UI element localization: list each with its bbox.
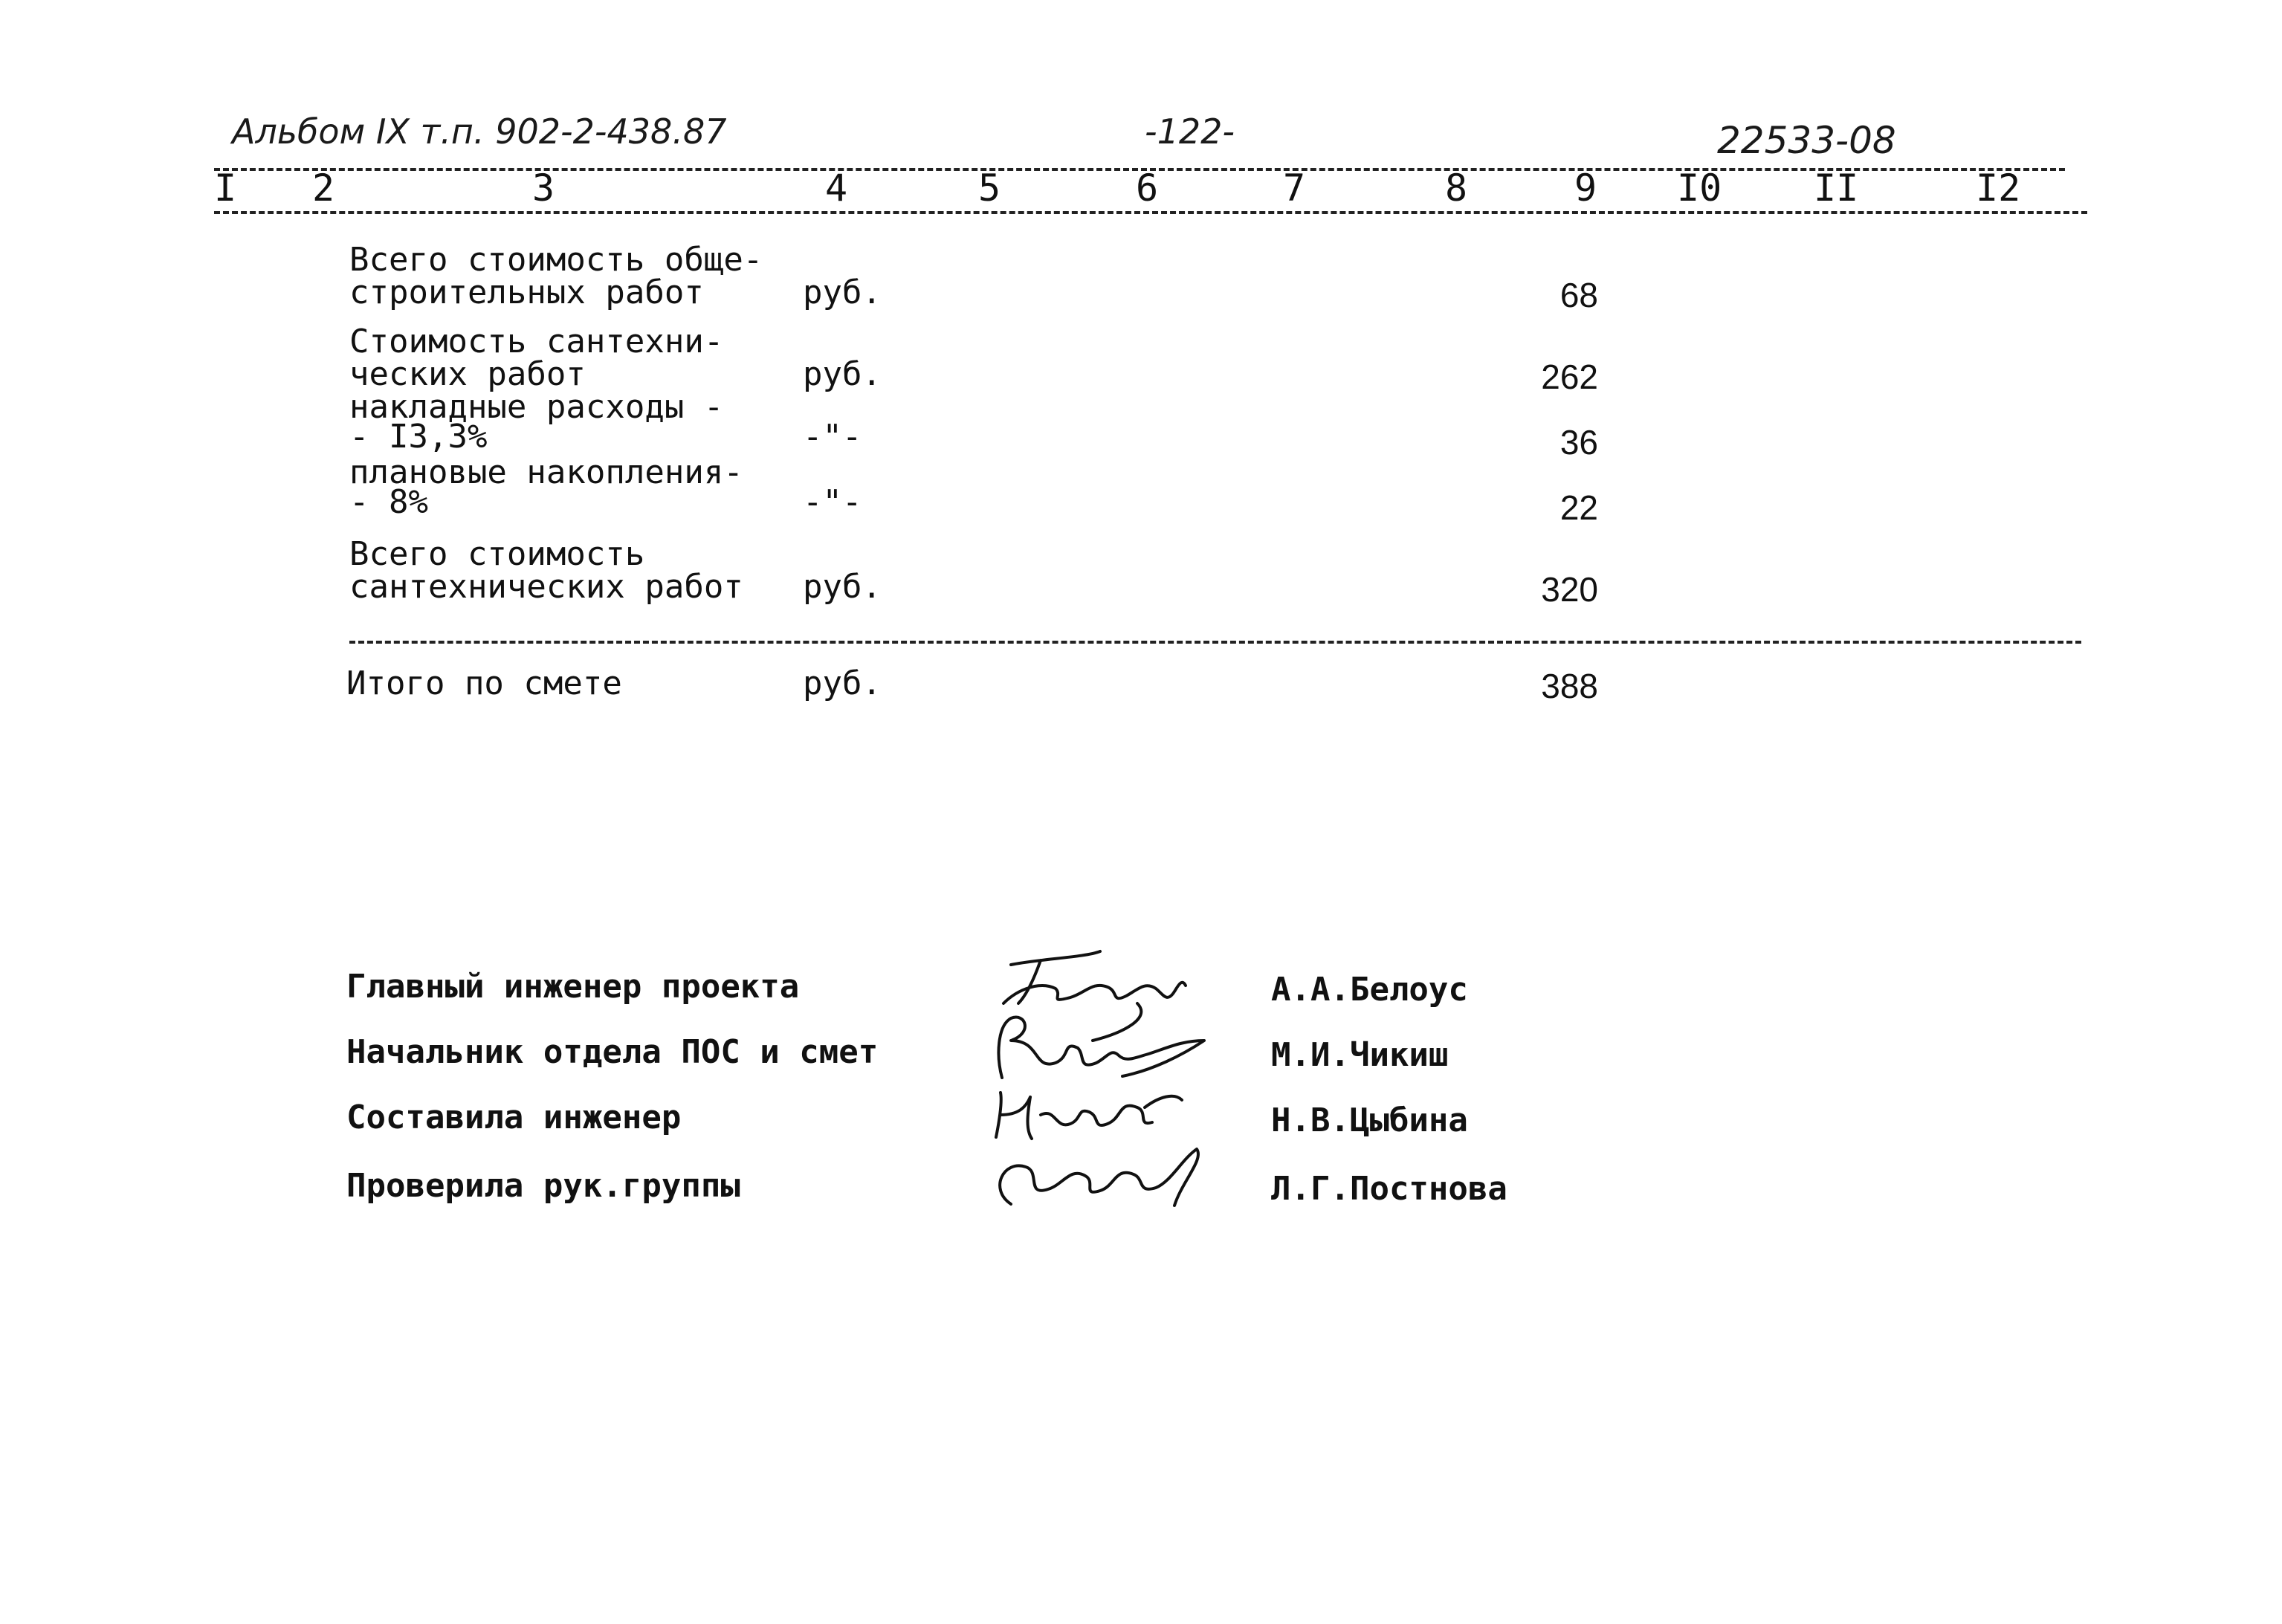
row-3-text-line-2: - I3,3% xyxy=(349,418,488,456)
total-value: 388 xyxy=(1541,667,1598,705)
row-2-text-line-2: ческих работ xyxy=(349,355,586,393)
signature-1-scribble xyxy=(1003,951,1186,1041)
page-number: -122- xyxy=(1145,111,1235,152)
signature-3-scribble xyxy=(996,1093,1182,1139)
col-6-number: 6 xyxy=(1136,166,1159,210)
col-2-number: 2 xyxy=(312,166,335,210)
row-4-text-line-2: - 8% xyxy=(349,483,428,521)
album-reference: Альбом IX т.п. 902-2-438.87 xyxy=(232,111,727,152)
signature-2-name: М.И.Чикиш xyxy=(1271,1036,1449,1074)
col-5-number: 5 xyxy=(978,166,1001,210)
row-3-value: 36 xyxy=(1559,423,1598,462)
signature-2-scribble xyxy=(999,1018,1204,1078)
row-5-unit: руб. xyxy=(803,568,882,606)
row-1-text-line-1: Всего стоимость обще- xyxy=(349,241,763,279)
col-12-number: I2 xyxy=(1976,166,2021,210)
row-3-text-line-1: накладные расходы - xyxy=(349,388,724,426)
row-1-unit: руб. xyxy=(803,274,882,311)
total-unit: руб. xyxy=(803,664,882,702)
handwritten-signatures xyxy=(959,929,1256,1226)
total-separator-rule xyxy=(349,641,2081,644)
row-4-unit: -"- xyxy=(803,483,862,521)
row-2-unit: руб. xyxy=(803,355,882,393)
total-label: Итого по смете xyxy=(346,664,622,702)
col-1-number: I xyxy=(214,166,237,210)
row-5-value: 320 xyxy=(1541,570,1598,609)
signature-3-role: Составила инженер xyxy=(346,1099,682,1136)
row-1-text-line-2: строительных работ xyxy=(349,274,704,311)
col-3-number: 3 xyxy=(532,166,555,210)
row-3-unit: -"- xyxy=(803,418,862,456)
row-1-value: 68 xyxy=(1559,276,1598,314)
col-7-number: 7 xyxy=(1283,166,1306,210)
row-4-text-line-1: плановые накопления- xyxy=(349,453,743,491)
header-bottom-rule xyxy=(214,211,2087,214)
col-9-number: 9 xyxy=(1574,166,1597,210)
signature-1-name: А.А.Белоус xyxy=(1271,971,1468,1009)
signature-3-name: Н.В.Цыбина xyxy=(1271,1101,1468,1139)
row-4-value: 22 xyxy=(1559,488,1598,527)
row-2-text-line-1: Стоимость сантехни- xyxy=(349,323,724,360)
row-5-text-line-2: сантехнических работ xyxy=(349,568,743,606)
col-10-number: I0 xyxy=(1677,166,1722,210)
signature-4-name: Л.Г.Постнова xyxy=(1271,1170,1507,1208)
col-4-number: 4 xyxy=(825,166,848,210)
row-5-text-line-1: Всего стоимость xyxy=(349,535,645,573)
col-8-number: 8 xyxy=(1445,166,1468,210)
signature-4-scribble xyxy=(1000,1149,1198,1206)
signature-2-role: Начальник отдела ПОС и смет xyxy=(346,1033,879,1071)
signature-1-role: Главный инженер проекта xyxy=(346,968,800,1006)
row-2-value: 262 xyxy=(1541,358,1598,396)
document-code: 22533-08 xyxy=(1717,119,1896,162)
signature-4-role: Проверила рук.группы xyxy=(346,1167,740,1205)
col-11-number: II xyxy=(1814,166,1859,210)
